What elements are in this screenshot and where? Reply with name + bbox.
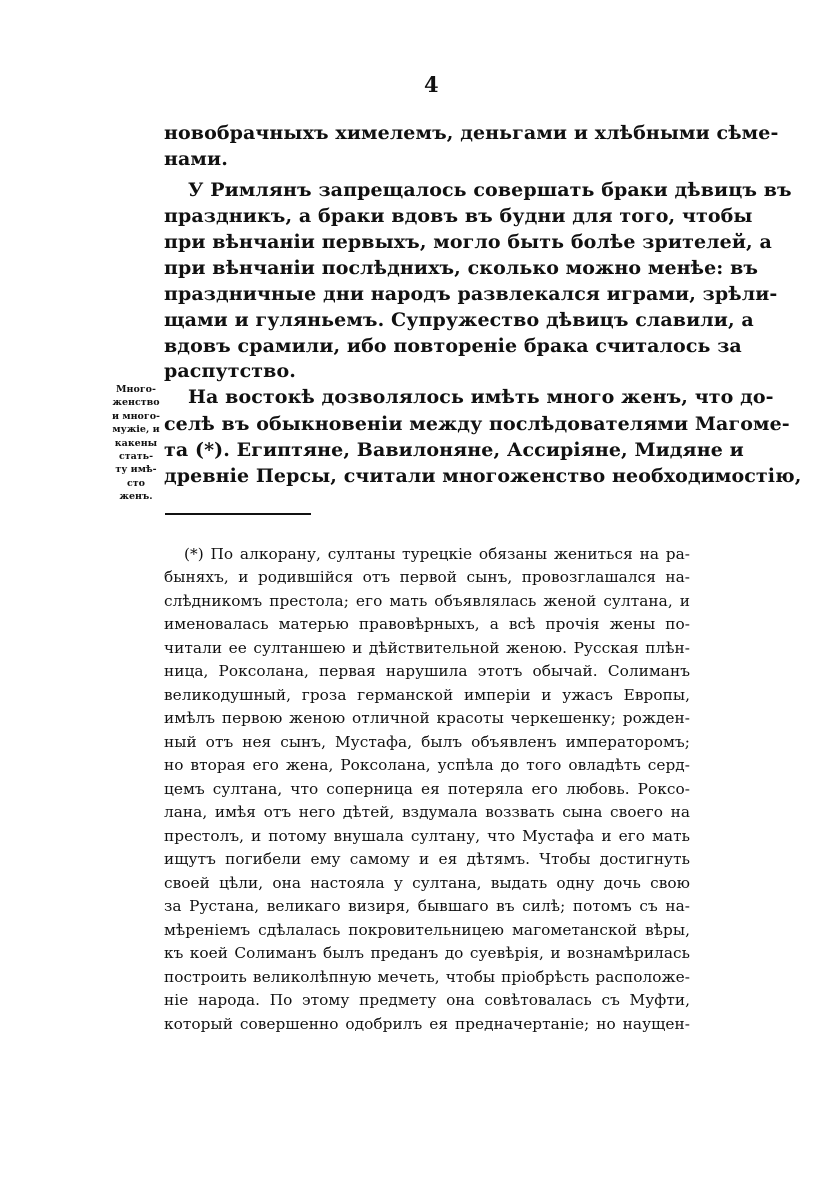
- footnote-line: цемъ султана, что соперница ея потеряла его любовь. Роксо-: [164, 780, 690, 798]
- margin-note: [111, 383, 161, 504]
- main-text-line: древніе Персы, считали многоженство необходимостію,: [164, 465, 802, 487]
- footnote-line: лана, имѣя отъ него дѣтей, вздумала воззвать сына своего на: [164, 803, 690, 821]
- margin-note-line: какены: [114, 437, 158, 449]
- footnote-line: за Рустана, великаго визиря, бывшаго въ силѣ; потомъ съ на-: [164, 897, 690, 915]
- margin-note-line: и много-: [112, 410, 160, 422]
- margin-note-line: сто: [126, 477, 145, 489]
- footnote-line: который совершенно одобрилъ ея предначертаніе; но наущен-: [164, 1015, 690, 1033]
- footnote-line: ищутъ погибели ему самому и ея дѣтямъ. Чтобы достигнуть: [164, 850, 690, 868]
- main-text-line: новобрачныхъ химелемъ, деньгами и хлѣбными сѣме-: [164, 122, 779, 144]
- main-text-line: У Римлянъ запрещалось совершать браки дѣвицъ въ: [188, 179, 792, 201]
- footnote-line: къ коей Солиманъ былъ преданъ до суевѣрія, и вознамѣрилась: [164, 944, 690, 962]
- footnote-line: имѣлъ первою женою отличной красоты черкешенку; рожден-: [164, 709, 690, 727]
- footnote-line: ніе народа. По этому предмету она совѣтовалась съ Муфти,: [164, 991, 690, 1009]
- footnote-line: быняхъ, и родившійся отъ первой сынъ, провозглашался на-: [164, 568, 690, 586]
- main-text-line: праздничные дни народъ развлекался играми, зрѣли-: [164, 283, 778, 305]
- margin-note-line: Много-: [116, 384, 156, 395]
- main-text-line: вдовъ срамили, ибо повтореніе брака считалось за: [164, 335, 742, 357]
- footnote-line: слѣдникомъ престола; его мать объявлялась женой султана, и: [164, 592, 690, 610]
- main-text-line: нами.: [164, 148, 228, 170]
- footnote-line: мѣреніемъ сдѣлалась покровительницею магометанской вѣры,: [164, 921, 690, 939]
- main-text-line: при вѣнчаніи первыхъ, могло быть болѣе зрителей, а: [164, 231, 772, 253]
- main-text-line: при вѣнчаніи послѣднихъ, сколько можно менѣе: въ: [164, 257, 759, 279]
- main-text-line: распутство.: [164, 360, 296, 382]
- page-number: 4: [424, 72, 439, 97]
- footnote-line: (*) По алкорану, султаны турецкіе обязаны жениться на ра-: [184, 545, 690, 563]
- footnote-line: своей цѣли, она настояла у султана, выдать одну дочь свою: [164, 874, 690, 892]
- footnote-line: именовалась матерью правовѣрныхъ, а всѣ прочія жены по-: [164, 615, 690, 633]
- margin-note-line: женство: [112, 397, 160, 409]
- footnote-line: престолъ, и потому внушала султану, что Мустафа и его мать: [164, 827, 690, 845]
- margin-note-line: женъ.: [119, 491, 153, 503]
- footnote-separator: [165, 513, 311, 515]
- margin-note-line: мужіе, и: [112, 424, 160, 436]
- margin-note-line: ту имѣ-: [115, 464, 157, 476]
- footnote-line: ница, Роксолана, первая нарушила этотъ обычай. Солиманъ: [164, 662, 690, 680]
- footnote-line: великодушный, гроза германской имперіи и ужасъ Европы,: [164, 686, 690, 704]
- main-text-line: щами и гуляньемъ. Супружество дѣвицъ славили, а: [164, 309, 754, 331]
- main-text-line: та (*). Египтяне, Вавилоняне, Ассиріяне, Мидяне и: [164, 439, 744, 461]
- footnote-line: читали ее султаншею и дѣйствительной женою. Русская плѣн-: [164, 639, 690, 657]
- margin-note-line: стать-: [118, 451, 154, 463]
- main-text-line: На востокѣ дозволялось имѣть много женъ, что до-: [188, 386, 774, 408]
- footnote-line: но вторая его жена, Роксолана, успѣла до того овладѣть серд-: [164, 756, 690, 774]
- main-text-line: селѣ въ обыкновеніи между послѣдователями Магоме-: [164, 413, 790, 435]
- footnote-line: ный отъ нея сынъ, Мустафа, былъ объявленъ императоромъ;: [164, 733, 690, 751]
- footnote-line: построить великолѣпную мечеть, чтобы пріобрѣсть расположе-: [164, 968, 690, 986]
- main-text-line: праздникъ, а браки вдовъ въ будни для того, чтобы: [164, 205, 753, 227]
